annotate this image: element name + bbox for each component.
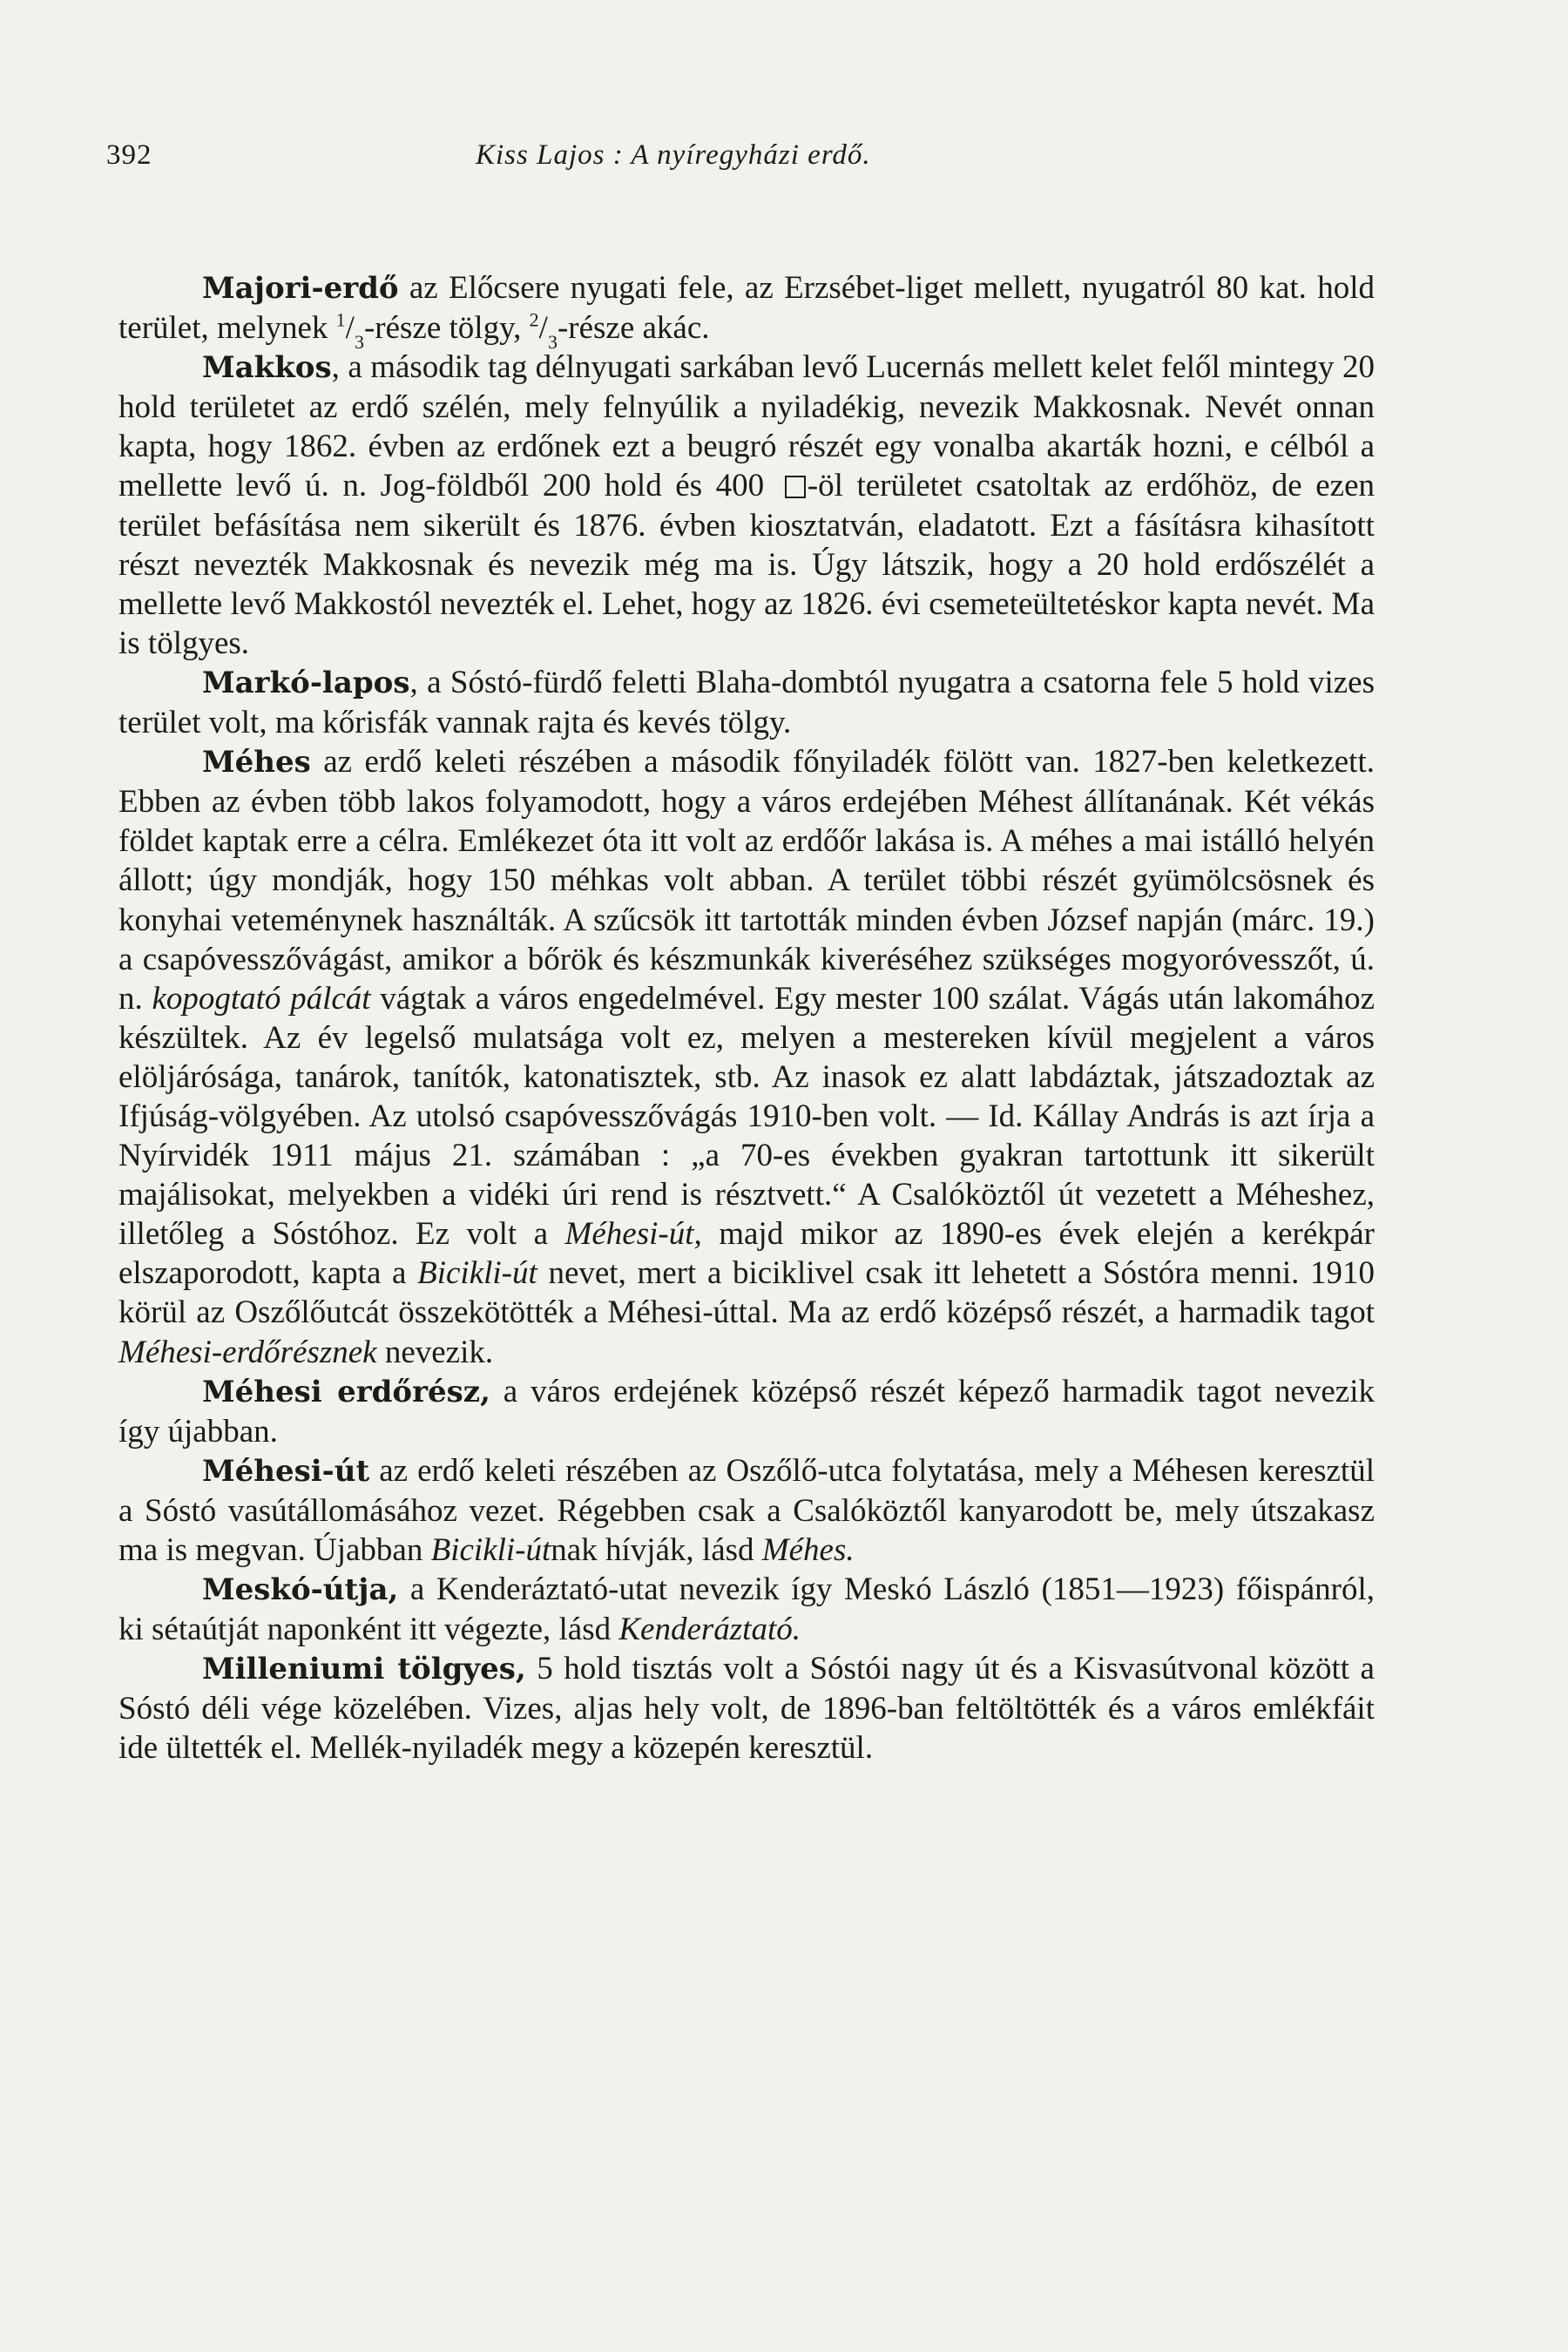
entry-mehesi-ut [118, 1451, 1375, 1570]
entry-text: nevezik. [376, 1334, 494, 1370]
entry-text: a város erdejének középső részét képező harmadik tagot nevezik így újabban. [118, 1373, 1375, 1450]
entry-text: -része akác. [557, 310, 710, 347]
entry-mesko-utja [118, 1570, 1375, 1649]
italic-term: Méhesi-erdőrésznek [118, 1334, 377, 1370]
square-unit-icon [785, 476, 806, 498]
entry-text: , a második tag délnyugati sarkában levő Lucernás mellett kelet felől mintegy 20 hold területet az erdő szélén, mely felnyúlik a nyiladékig, nevezik Makkosnak. Nevét onnan kapta, hogy 1862. évben az erdőnek ezt a beugró részét egy vonalba akarták hozni, e célból a mellette levő ú. n. Jog-földből 200 hold és 400 [118, 349, 1375, 504]
italic-term: Bicikli-út [417, 1255, 537, 1292]
entry-term: Méhesi-út [202, 1453, 370, 1489]
entry-term: Markó-lapos [202, 665, 410, 700]
entry-text: -öl területet csatoltak az erdőhöz, de ezen terület befásítása nem sikerült és 1876. évben kiosztatván, eladatott. Ezt a fásításra kihasított részt nevezték Makkosnak és nevezik még ma is. Úgy látszik, hogy a 20 hold erdőszélét a mellette levő Makkostól nevezték el. Lehet, hogy az 1826. évi csemeteültetéskor kapta nevét. Ma is tölgyes. [118, 468, 1375, 661]
entry-text: az Előcsere nyugati fele, az Erzsébet-liget mellett, nyugatról 80 kat. hold terület, melynek [118, 270, 1375, 347]
page-number: 392 [106, 139, 152, 171]
fraction-numerator: 1 [335, 308, 346, 331]
italic-term: Méhes. [761, 1532, 855, 1568]
running-title: Kiss Lajos : A nyíregyházi erdő. [476, 139, 871, 171]
page-header [106, 139, 1396, 179]
entry-text: nak hívják, lásd [551, 1532, 762, 1568]
entry-makkos [118, 348, 1375, 663]
fraction-numerator: 2 [529, 308, 539, 331]
entry-text: nevet, mert a biciklivel csak itt lehetett a Sóstóra menni. 1910 körül az Oszőlőutcát összekötötték a Méhesi-úttal. Ma az erdő középső részét, a harmadik tagot [118, 1255, 1375, 1331]
entry-term: Méhes [202, 745, 311, 781]
italic-term: Bicikli-út [430, 1532, 551, 1568]
entry-term: Makkos [202, 350, 332, 386]
fraction-denominator: 3 [354, 331, 364, 354]
entry-text: -része tölgy, [363, 310, 530, 347]
entry-text: vágtak a város engedelmével. Egy mester 100 szálat. Vágás után lakomához készültek. Az év legelső mulatsága volt ez, melyen a mestereken kívül megjelent a város elöljárósága, tanárok, tanítók, katonatisztek, stb. Az inasok ez alatt labdáztak, játszadoztak az Ifjúság-völgyében. Az utolsó csapóvesszővágás 1910-ben volt. — Id. Kállay András is azt írja a Nyírvidék 1911 május 21. számában : „a 70-es években gyakran tartottunk itt sikerült majálisokat, melyekben a vidéki úri rend is résztvett.“ A Csalóköztől út vezetett a Méheshez, illetőleg a Sóstóhoz. Ez volt a [118, 980, 1375, 1253]
entry-text: 5 hold tisztás volt a Sóstói nagy út és a Kisvasútvonal között a Sóstó déli vége közelében. Vizes, aljas hely volt, de 1896-ban feltöltötték és a város emlékfáit ide ültették el. Mellék-nyiladék megy a közepén keresztül. [118, 1651, 1375, 1767]
entry-text: a Kenderáztató-utat nevezik így Meskó László (1851—1923) főispánról, ki sétaútját naponként itt végezte, lásd [118, 1571, 1375, 1648]
italic-term: Méhesi-út, [564, 1216, 702, 1253]
entry-mehesi-erdoresz [118, 1372, 1375, 1451]
entry-term: Milleniumi tölgyes, [202, 1652, 526, 1687]
italic-term: Kenderáztató. [618, 1612, 801, 1648]
entry-term: Meskó-útja, [202, 1572, 399, 1608]
entry-milleniumi-tolgyes [118, 1649, 1375, 1767]
entry-majori-erdo: Majori-erdő az Előcsere nyugati fele, az Erzsébet-liget mellett, nyugatról 80 kat. hold terület, melynek $^1/_3$-része tölgy, $^2/_3$-része akác. [118, 270, 1375, 354]
fraction-denominator: 3 [547, 331, 558, 354]
entry-text: az erdő keleti részében az Oszőlő-utca folytatása, mely a Méhesen keresztül a Sóstó vasútállomásához vezet. Régebben csak a Csalóköztől kanyarodott be, mely útszakasz ma is megvan. Újabban [118, 1452, 1375, 1568]
entry-text: , a Sóstó-fürdő feletti Blaha-dombtól nyugatra a csatorna fele 5 hold vizes terület volt, ma kőrisfák vannak rajta és kevés tölgy. [118, 664, 1375, 741]
entry-text: az erdő keleti részében a második főnyiladék fölött van. 1827-ben keletkezett. Ebben az évben több lakos folyamodott, hogy a város erdejében Méhest állítanának. Két vékás földet kaptak erre a célra. Emlékezet óta itt volt az erdőőr lakása is. A méhes a mai istálló helyén állott; úgy mondják, hogy 150 méhkas volt abban. A terület többi részét gyümölcsösnek és konyhai veteménynek használták. A szűcsök itt tartották minden évben József napján (márc. 19.) a csapóvesszővágást, amikor a bőrök és készmunkák kiveréséhez szükséges mogyoróvesszőt, ú. n. [118, 744, 1375, 1017]
entry-term: Méhesi erdőrész, [202, 1374, 490, 1409]
entry-term: Majori-erdő [202, 271, 399, 306]
entry-text: majd mikor az 1890-es évek elején a kerékpár elszaporodott, kapta a [118, 1216, 1375, 1292]
body-text [118, 268, 1375, 1768]
entry-mehes [118, 742, 1375, 1372]
entry-marko-lapos [118, 663, 1375, 742]
italic-term: kopogtató pálcát [152, 980, 371, 1017]
